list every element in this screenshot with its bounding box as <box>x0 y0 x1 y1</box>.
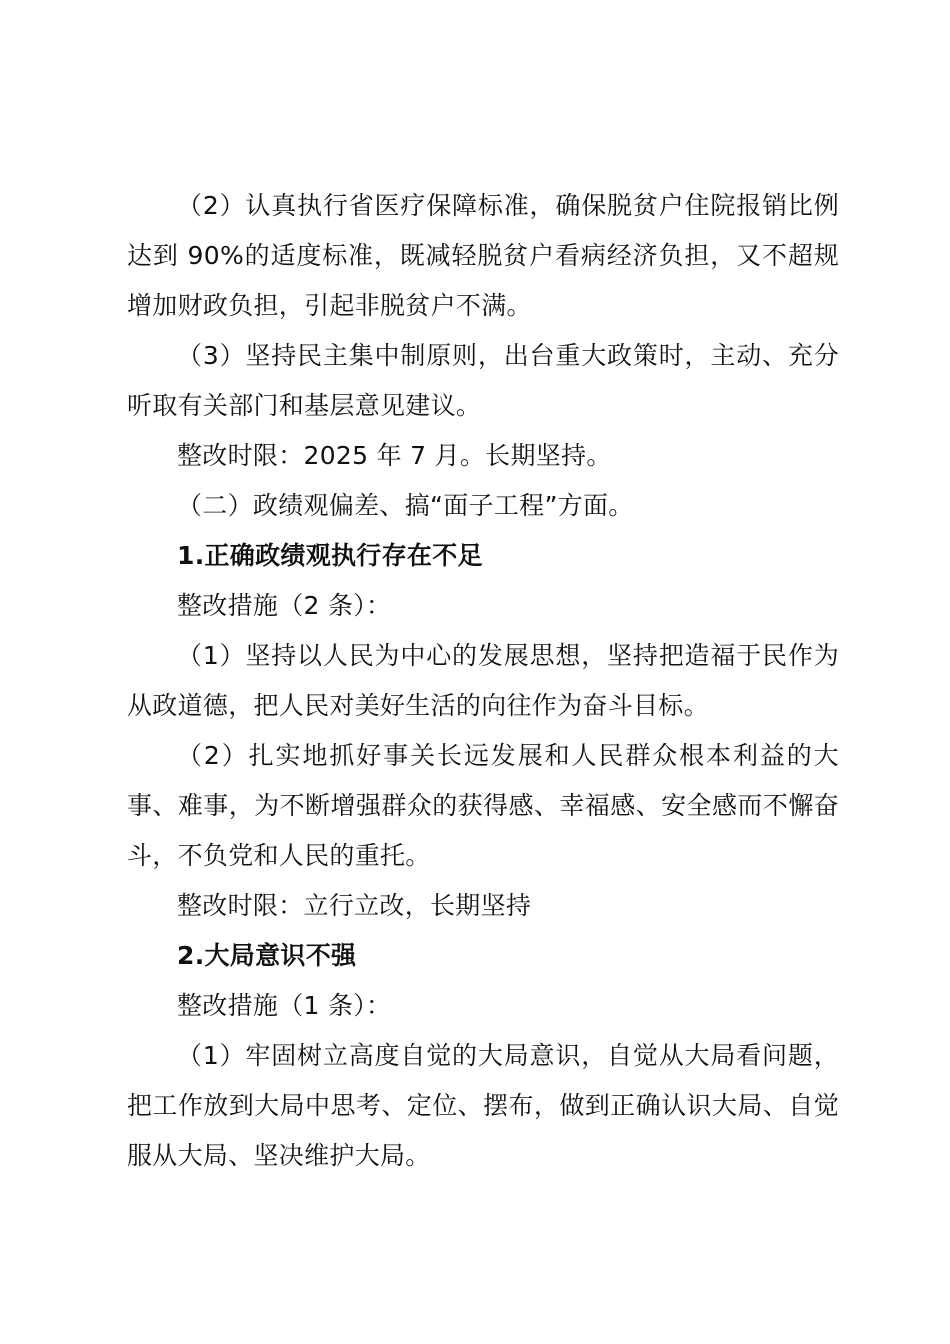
paragraph-people-centered: （1）坚持以人民为中心的发展思想，坚持把造福于民作为从政道德，把人民对美好生活的向往作为奋斗目标。 <box>127 641 839 720</box>
document-body <box>127 181 839 1181</box>
paragraph-deadline-1: 整改时限：2025 年 7 月。长期坚持。 <box>177 441 612 470</box>
subheading-political-performance: 1.正确政绩观执行存在不足 <box>177 541 483 570</box>
paragraph-overall-situation: （1）牢固树立高度自觉的大局意识，自觉从大局看问题，把工作放到大局中思考、定位、摆布，做到正确认识大局、自觉服从大局、坚决维护大局。 <box>127 1041 839 1170</box>
paragraph-measures-count-1: 整改措施（2 条）： <box>177 591 392 620</box>
subheading-overall-awareness: 2.大局意识不强 <box>177 941 357 970</box>
paragraph-deadline-2: 整改时限：立行立改，长期坚持 <box>177 891 532 920</box>
paragraph-democratic-centralism: （3）坚持民主集中制原则，出台重大政策时，主动、充分听取有关部门和基层意见建议。 <box>127 341 839 420</box>
section-heading-two: （二）政绩观偏差、搞“面子工程”方面。 <box>177 491 634 520</box>
paragraph-major-matters: （2）扎实地抓好事关长远发展和人民群众根本利益的大事、难事，为不断增强群众的获得感、幸福感、安全感而不懈奋斗，不负党和人民的重托。 <box>127 741 839 870</box>
paragraph-medical-standard: （2）认真执行省医疗保障标准，确保脱贫户住院报销比例达到 90%的适度标准，既减轻脱贫户看病经济负担，又不超规增加财政负担，引起非脱贫户不满。 <box>127 191 839 320</box>
paragraph-measures-count-2: 整改措施（1 条）： <box>177 991 392 1020</box>
